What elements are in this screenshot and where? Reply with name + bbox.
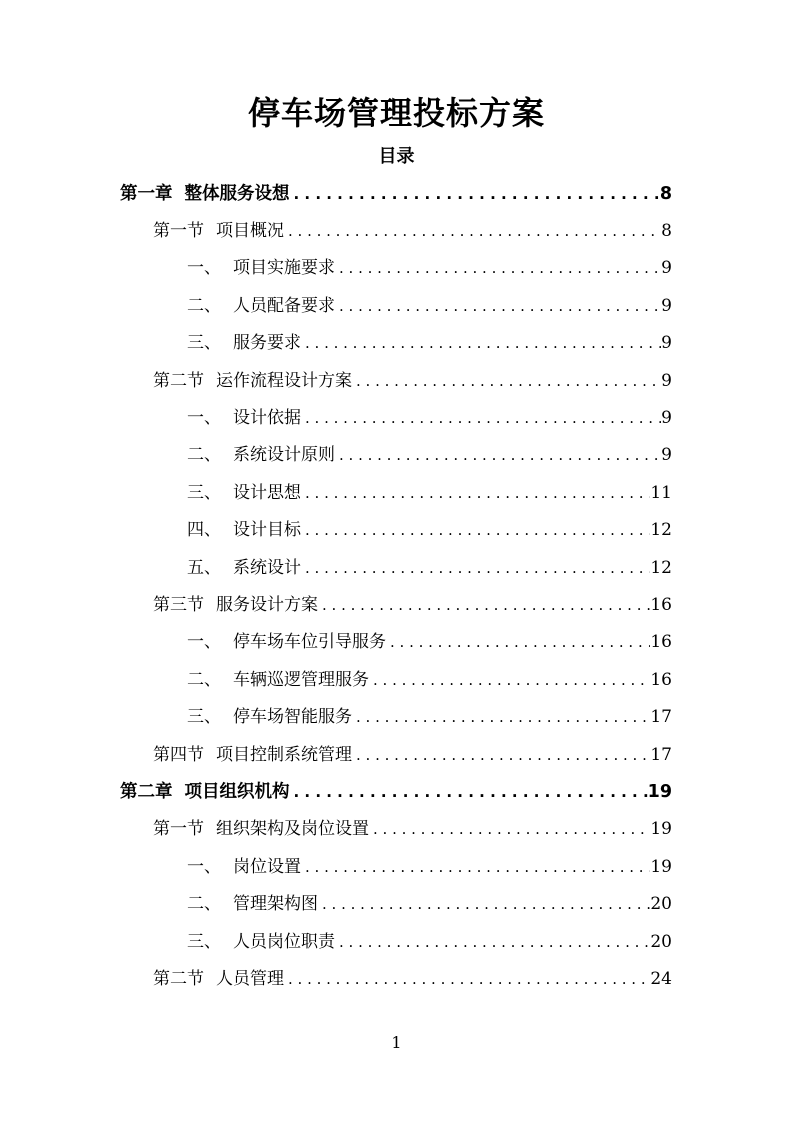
toc-entry-number: 二、 <box>187 445 221 466</box>
toc-dot-leader <box>301 331 661 355</box>
toc-entry-line <box>187 705 672 729</box>
toc-entry-line <box>153 967 672 991</box>
toc-entry[interactable] <box>0 437 793 474</box>
toc-entry-line <box>187 892 672 916</box>
toc-entry-title: 系统设计原则 <box>233 445 335 466</box>
toc-entry-title: 系统设计 <box>233 557 301 578</box>
toc-dot-leader <box>386 630 650 654</box>
toc-entry-page: 20 <box>650 931 672 952</box>
toc-entry-number: 一、 <box>187 258 221 279</box>
toc-entry-number: 三、 <box>187 931 221 952</box>
toc-entry-title: 项目概况 <box>216 221 284 242</box>
toc-entry[interactable] <box>0 399 793 436</box>
toc-entry-title: 整体服务设想 <box>184 183 290 204</box>
toc-entry-number: 二、 <box>187 669 221 690</box>
toc-entry-page: 19 <box>650 819 672 840</box>
toc-entry[interactable] <box>0 811 793 848</box>
toc-entry-number: 三、 <box>187 482 221 503</box>
toc-entry[interactable] <box>0 661 793 698</box>
toc-entry-page: 9 <box>661 370 672 391</box>
toc-entry[interactable] <box>0 848 793 885</box>
toc-entry-title: 运作流程设计方案 <box>216 370 352 391</box>
toc-dot-leader <box>369 817 650 841</box>
toc-entry-number: 二、 <box>187 894 221 915</box>
toc-entry-page: 8 <box>659 183 672 204</box>
toc-dot-leader <box>301 556 650 580</box>
toc-dot-leader <box>301 518 650 542</box>
toc-entry-number: 一、 <box>187 856 221 877</box>
toc-entry[interactable] <box>0 175 793 212</box>
toc-entry-line <box>187 556 672 580</box>
toc-entry-line <box>153 219 672 243</box>
toc-entry-title: 项目控制系统管理 <box>216 744 352 765</box>
toc-entry-line <box>153 369 672 393</box>
toc-entry-line <box>187 630 672 654</box>
toc-entry-title: 人员岗位职责 <box>233 931 335 952</box>
toc-entry-line <box>187 930 672 954</box>
toc-entry[interactable] <box>0 212 793 249</box>
toc-entry-title: 组织架构及岗位设置 <box>216 819 369 840</box>
toc-entry[interactable] <box>0 325 793 362</box>
toc-entry-page: 17 <box>650 707 672 728</box>
toc-entry-page: 19 <box>647 781 672 802</box>
toc-entry-number: 三、 <box>187 707 221 728</box>
toc-entry[interactable] <box>0 250 793 287</box>
page-number: 1 <box>391 1033 402 1052</box>
toc-entry-title: 停车场智能服务 <box>233 707 352 728</box>
toc-entry-title: 服务要求 <box>233 333 301 354</box>
toc-entry-title: 人员管理 <box>216 968 284 989</box>
toc-dot-leader <box>290 182 660 206</box>
toc-entry[interactable] <box>0 736 793 773</box>
toc-entry[interactable] <box>0 773 793 810</box>
toc-entry-line <box>187 855 672 879</box>
toc-heading: 目录 <box>378 146 415 167</box>
toc-entry-title: 服务设计方案 <box>216 594 318 615</box>
toc-entry-title: 设计思想 <box>233 482 301 503</box>
toc-dot-leader <box>301 406 661 430</box>
toc-entry[interactable] <box>0 586 793 623</box>
toc-dot-leader <box>301 855 650 879</box>
toc-entry-line <box>153 743 672 767</box>
toc-dot-leader <box>318 593 650 617</box>
toc-entry-number: 第二节 <box>153 968 204 989</box>
toc-entry[interactable] <box>0 624 793 661</box>
toc-entry-title: 设计目标 <box>233 520 301 541</box>
toc-dot-leader <box>352 705 650 729</box>
toc-entry-page: 9 <box>661 445 672 466</box>
toc-dot-leader <box>352 743 650 767</box>
toc-entry-number: 第二章 <box>120 781 173 802</box>
toc-entry[interactable] <box>0 885 793 922</box>
toc-entry-title: 设计依据 <box>233 408 301 429</box>
toc-dot-leader <box>335 930 650 954</box>
toc-entry-title: 车辆巡逻管理服务 <box>233 669 369 690</box>
toc-entry-page: 16 <box>650 669 672 690</box>
toc-entry-number: 四、 <box>187 520 221 541</box>
toc-entry-page: 9 <box>661 258 672 279</box>
toc-entry[interactable] <box>0 549 793 586</box>
toc-dot-leader <box>301 481 650 505</box>
toc-entry-line <box>153 593 672 617</box>
toc-dot-leader <box>284 967 650 991</box>
toc-dot-leader <box>335 256 661 280</box>
toc-entry-number: 第二节 <box>153 370 204 391</box>
toc-entry-page: 8 <box>661 221 672 242</box>
toc-entry-line <box>187 481 672 505</box>
toc-entry-page: 12 <box>650 557 672 578</box>
toc-dot-leader <box>369 668 650 692</box>
toc-entry-line <box>187 331 672 355</box>
toc-entry-line <box>187 518 672 542</box>
toc-entry-line <box>187 443 672 467</box>
toc-entry-number: 二、 <box>187 295 221 316</box>
toc-entry-number: 第一章 <box>120 183 173 204</box>
toc-entry-title: 管理架构图 <box>233 894 318 915</box>
toc-dot-leader <box>335 443 661 467</box>
toc-dot-leader <box>352 369 661 393</box>
toc-entry-line <box>187 294 672 318</box>
toc-entry-number: 一、 <box>187 408 221 429</box>
toc-entry-line <box>120 780 672 804</box>
toc-dot-leader <box>290 780 648 804</box>
toc-entry-page: 17 <box>650 744 672 765</box>
toc-entry-title: 项目组织机构 <box>184 781 290 802</box>
table-of-contents <box>0 175 793 998</box>
toc-entry-number: 五、 <box>187 557 221 578</box>
toc-entry-line <box>187 406 672 430</box>
toc-entry-page: 9 <box>661 408 672 429</box>
toc-entry-number: 第一节 <box>153 819 204 840</box>
toc-entry-title: 人员配备要求 <box>233 295 335 316</box>
toc-entry-page: 12 <box>650 520 672 541</box>
toc-entry-title: 岗位设置 <box>233 856 301 877</box>
toc-entry-line <box>187 668 672 692</box>
toc-entry-number: 一、 <box>187 632 221 653</box>
toc-entry-title: 项目实施要求 <box>233 258 335 279</box>
toc-entry-number: 第一节 <box>153 221 204 242</box>
toc-dot-leader <box>318 892 650 916</box>
toc-entry-title: 停车场车位引导服务 <box>233 632 386 653</box>
toc-entry-page: 9 <box>661 295 672 316</box>
toc-entry-page: 24 <box>650 968 672 989</box>
toc-entry[interactable] <box>0 960 793 997</box>
toc-entry-page: 9 <box>661 333 672 354</box>
document-title: 停车场管理投标方案 <box>247 94 545 132</box>
toc-entry-page: 19 <box>650 856 672 877</box>
toc-entry-number: 第四节 <box>153 744 204 765</box>
toc-dot-leader <box>335 294 661 318</box>
toc-entry[interactable] <box>0 362 793 399</box>
toc-entry[interactable] <box>0 287 793 324</box>
toc-entry-number: 三、 <box>187 333 221 354</box>
toc-entry[interactable] <box>0 474 793 511</box>
toc-entry-page: 11 <box>650 482 672 503</box>
toc-entry-line <box>120 182 672 206</box>
toc-entry-page: 20 <box>650 894 672 915</box>
toc-entry-line <box>153 817 672 841</box>
toc-dot-leader <box>284 219 661 243</box>
toc-entry-page: 16 <box>650 594 672 615</box>
toc-entry-page: 16 <box>650 632 672 653</box>
toc-entry[interactable] <box>0 923 793 960</box>
toc-entry[interactable] <box>0 512 793 549</box>
toc-entry-line <box>187 256 672 280</box>
toc-entry[interactable] <box>0 698 793 735</box>
toc-entry-number: 第三节 <box>153 594 204 615</box>
